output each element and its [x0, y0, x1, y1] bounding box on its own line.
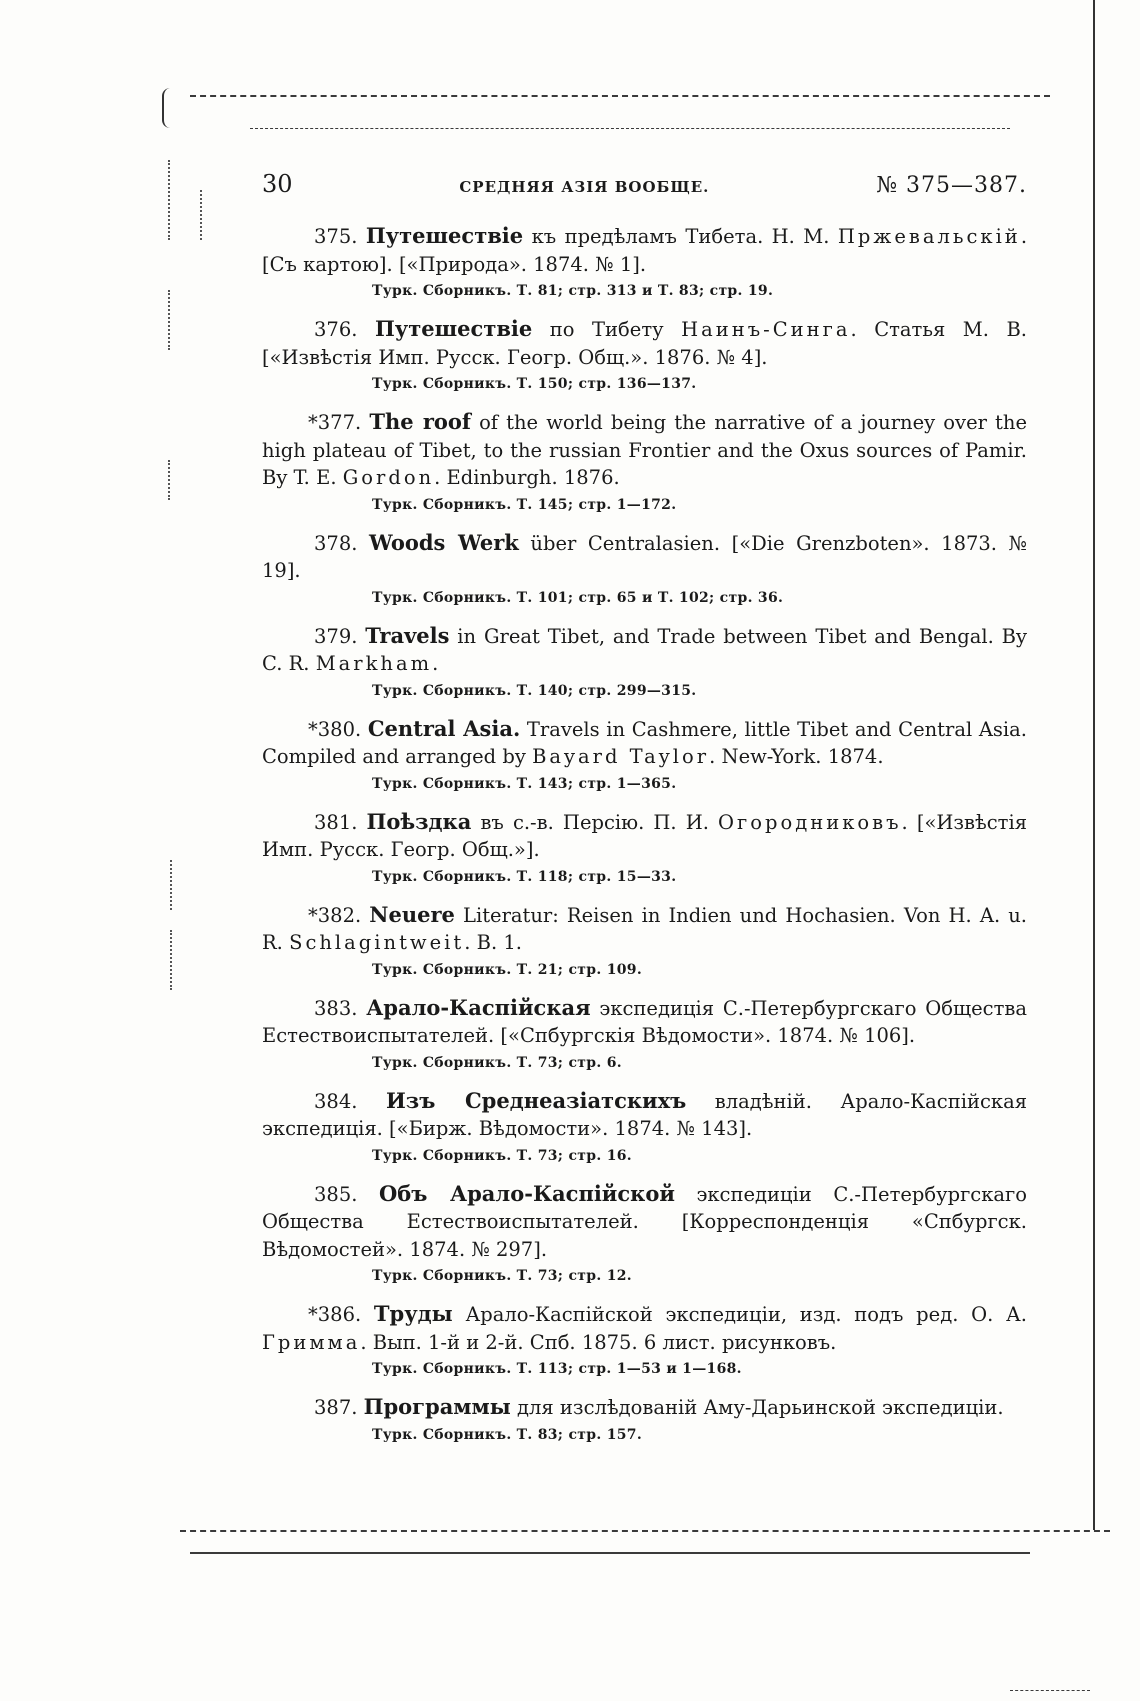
- entry-body-text: для изслѣдованій Аму-Дарьинской экспедиціи.: [510, 1396, 1004, 1419]
- entry-number: 385.: [314, 1182, 358, 1206]
- entry-text: [262, 529, 1027, 585]
- entry-key-word: Travels: [365, 622, 450, 648]
- margin-mark: [200, 190, 202, 240]
- entry-key-word: Программы: [363, 1394, 511, 1419]
- entry-author: Schlagintweit: [289, 931, 465, 954]
- entry-text: [262, 1393, 1027, 1422]
- entry-body-text: Literatur: Reisen in Indien und Hochasien. Von H. A. u. R.: [262, 903, 1028, 954]
- entry-reference: Турк. Сборникъ. Т. 150; стр. 136—137.: [372, 376, 697, 392]
- margin-mark: [170, 860, 172, 910]
- bibliography-entry: [262, 222, 1027, 301]
- entry-author: Bayard Taylor: [532, 745, 710, 768]
- entry-key-word: Woods Werk: [368, 529, 519, 555]
- entry-number: *386.: [308, 1303, 362, 1326]
- entry-key-word: The roof: [369, 409, 471, 434]
- entry-body-text: къ предѣламъ Тибета. Н. М.: [523, 225, 838, 248]
- entry-body-text: in Great Tibet, and Trade between Tibet and Bengal. By C. R.: [262, 624, 1028, 675]
- entry-number: *382.: [308, 903, 362, 927]
- entry-text: [262, 1300, 1027, 1356]
- entry-text: [262, 315, 1027, 371]
- entry-key-word: Central Asia.: [367, 715, 521, 741]
- entry-reference: Турк. Сборникъ. Т. 118; стр. 15—33.: [372, 868, 677, 885]
- entry-key-word: Объ Арало-Каспійской: [378, 1180, 675, 1206]
- entry-reference: Турк. Сборникъ. Т. 81; стр. 313 и Т. 83; стр. 19.: [372, 283, 774, 299]
- entry-reference: Турк. Сборникъ. Т. 101; стр. 65 и Т. 102; стр. 36.: [372, 589, 784, 606]
- entry-number: 381.: [314, 810, 358, 834]
- running-title: СРЕДНЯЯ АЗІЯ ВООБЩЕ.: [459, 178, 710, 196]
- page-number: 30: [262, 170, 293, 198]
- entry-body-text: . Edinburgh. 1876.: [434, 466, 620, 489]
- margin-mark: [170, 930, 172, 990]
- entry-author: Markham: [315, 652, 433, 675]
- entry-reference: Турк. Сборникъ. Т. 73; стр. 16.: [372, 1147, 632, 1164]
- entry-body-text: . New-York. 1874.: [709, 745, 884, 768]
- entry-text: [262, 1180, 1027, 1264]
- entry-body-text: . Вып. 1-й и 2-й. Спб. 1875. 6 лист. рисунковъ.: [360, 1330, 837, 1354]
- bibliography-entry: [262, 808, 1027, 887]
- bibliography-entry: [262, 408, 1027, 515]
- bibliography-entry: [262, 1087, 1027, 1166]
- entry-reference: Турк. Сборникъ. Т. 83; стр. 157.: [372, 1426, 642, 1443]
- entry-key-word: Труды: [373, 1301, 453, 1326]
- entry-key-word: Изъ Среднеазіатскихъ: [385, 1087, 687, 1113]
- entry-body-text: .: [432, 652, 439, 675]
- entry-text: [262, 622, 1027, 678]
- page-header: [262, 170, 1027, 206]
- scan-artifact-top-line: [190, 95, 1050, 97]
- entry-author: Огородниковъ: [718, 810, 902, 834]
- entry-number: *377.: [308, 411, 362, 434]
- margin-mark: [168, 460, 170, 500]
- entry-number: 379.: [314, 624, 358, 648]
- entry-text: [262, 408, 1027, 492]
- page-corner-curl: [162, 88, 180, 128]
- scan-artifact-bottom-line-2: [190, 1552, 1030, 1554]
- scan-artifact-top-line-2: [250, 128, 1010, 129]
- entry-text: [262, 1087, 1027, 1143]
- bibliography-entry: [262, 715, 1027, 794]
- bibliography-entry: [262, 1393, 1027, 1445]
- entry-author: Гримма: [262, 1330, 361, 1354]
- margin-mark: [168, 290, 170, 350]
- entry-key-word: Поѣздка: [366, 808, 472, 834]
- bibliography-entry: [262, 994, 1027, 1073]
- bibliography-entry: [262, 315, 1027, 394]
- entry-body-text: Арало-Каспійской экспедиціи, изд. подъ ред. О. А.: [452, 1303, 1028, 1326]
- bibliography-entry: [262, 622, 1027, 701]
- entry-number: 376.: [314, 318, 358, 341]
- scan-artifact-corner-line: [1010, 1690, 1090, 1691]
- entry-body-text: владѣній. Арало-Каспійская экспедиція. [«Бирж. Вѣдомости». 1874. № 143].: [262, 1089, 1027, 1140]
- bibliography-entry: [262, 901, 1027, 980]
- entry-reference: Турк. Сборникъ. Т. 140; стр. 299—315.: [372, 682, 697, 699]
- entry-reference: Турк. Сборникъ. Т. 145; стр. 1—172.: [372, 496, 677, 513]
- entry-number: 378.: [314, 531, 358, 555]
- entry-range: № 375—387.: [876, 173, 1027, 198]
- entry-text: [262, 901, 1027, 957]
- scan-artifact-bottom-line: [180, 1530, 1110, 1532]
- bibliography-entry: [262, 1300, 1027, 1379]
- entry-number: 383.: [314, 996, 358, 1020]
- entry-number: 387.: [314, 1396, 358, 1419]
- entry-body-text: . [«Извѣстія Имп. Русск. Геогр. Общ.»].: [262, 810, 1028, 861]
- entry-body-text: Travels in Cashmere, little Tibet and Central Asia. Compiled and arranged by: [262, 717, 1027, 768]
- entry-body-text: über Centralasien. [«Die Grenzboten». 1873. № 19].: [262, 531, 1027, 582]
- entry-list: [262, 222, 1027, 1445]
- margin-mark: [168, 160, 170, 240]
- entry-body-text: по Тибету: [532, 318, 682, 341]
- entry-text: [262, 715, 1027, 771]
- book-page: [262, 170, 1027, 1459]
- entry-body-text: of the world being the narrative of a journey over the high plateau of Tibet, to the russian Frontier and the Oxus sources of Pamir. By T. E.: [262, 411, 1027, 489]
- entry-number: 375.: [314, 225, 358, 248]
- entry-body-text: экспедиціи С.-Петербургскаго Общества Естествоиспытателей. [Корреспонденція «Спбургск. Вѣдомостей». 1874. № 297].: [262, 1182, 1027, 1261]
- entry-text: [262, 994, 1027, 1050]
- entry-reference: Турк. Сборникъ. Т. 21; стр. 109.: [372, 961, 642, 978]
- entry-number: *380.: [308, 717, 362, 741]
- entry-body-text: . B. 1.: [464, 931, 522, 954]
- entry-reference: Турк. Сборникъ. Т. 73; стр. 6.: [372, 1054, 622, 1071]
- entry-reference: Турк. Сборникъ. Т. 73; стр. 12.: [372, 1268, 632, 1284]
- page-right-edge: [1093, 0, 1095, 1530]
- entry-author: Пржевальскій: [837, 225, 1021, 248]
- entry-body-text: . [Съ картою]. [«Природа». 1874. № 1].: [262, 225, 1028, 276]
- entry-body-text: . Статья М. В. [«Извѣстія Имп. Русск. Геогр. Общ.». 1876. № 4].: [262, 318, 1027, 369]
- entry-author: Gordon: [342, 466, 435, 489]
- entry-author: Наинъ-Синга: [681, 318, 851, 341]
- entry-text: [262, 808, 1027, 864]
- entry-key-word: Путешествіе: [365, 223, 524, 248]
- bibliography-entry: [262, 529, 1027, 608]
- entry-key-word: Арало-Каспійская: [366, 994, 591, 1020]
- entry-key-word: Neuere: [369, 901, 455, 927]
- entry-body-text: экспедиція С.-Петербургскаго Общества Естествоиспытателей. [«Спбургскія Вѣдомости». 1874. № 106].: [262, 996, 1027, 1047]
- entry-key-word: Путешествіе: [374, 316, 533, 341]
- bibliography-entry: [262, 1180, 1027, 1287]
- entry-reference: Турк. Сборникъ. Т. 143; стр. 1—365.: [372, 775, 677, 792]
- entry-body-text: въ с.-в. Персію. П. И.: [471, 810, 719, 834]
- entry-text: [262, 222, 1027, 278]
- entry-number: 384.: [314, 1089, 358, 1113]
- entry-reference: Турк. Сборникъ. Т. 113; стр. 1—53 и 1—168.: [372, 1361, 742, 1377]
